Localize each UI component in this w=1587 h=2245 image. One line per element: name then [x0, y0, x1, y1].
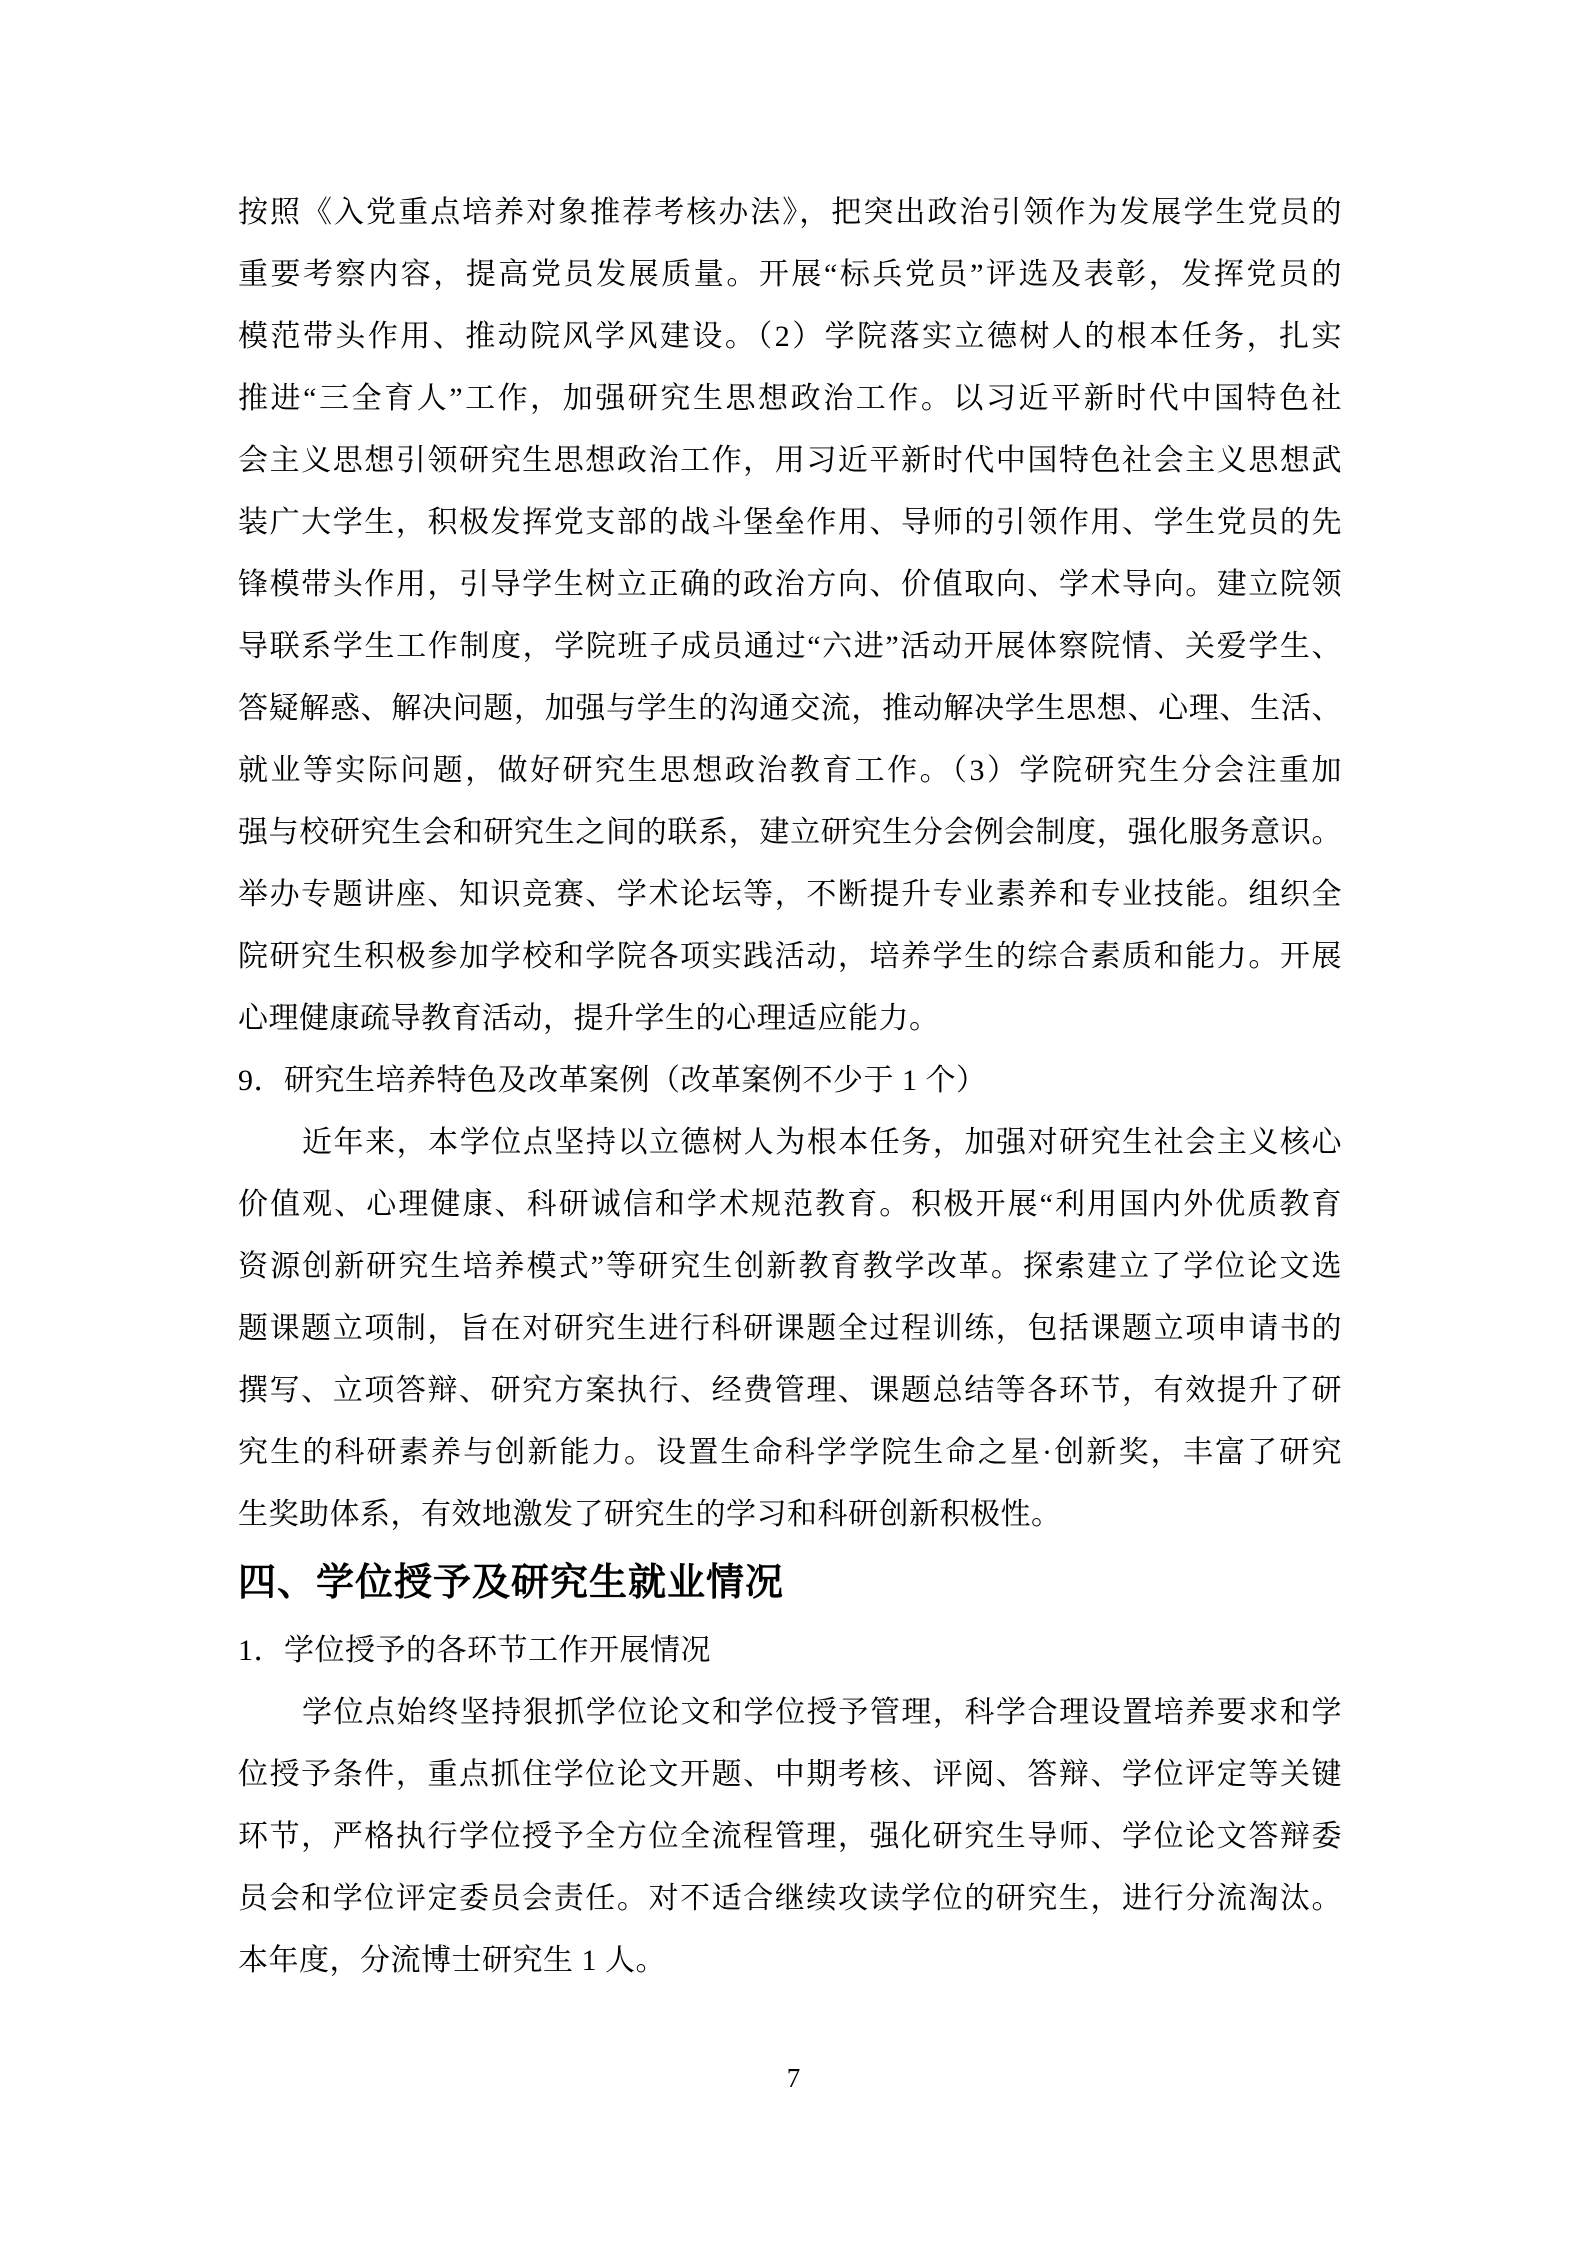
- text-line: 1．学位授予的各环节工作开展情况: [238, 1634, 711, 1667]
- text-line: 学位点始终坚持狠抓学位论文和学位授予管理，科学合理设置培养要求和学: [302, 1696, 1342, 1729]
- text-line: 究生的科研素养与创新能力。设置生命科学学院生命之星·创新奖，丰富了研究: [238, 1436, 1342, 1469]
- text-line: 装广大学生，积极发挥党支部的战斗堡垒作用、导师的引领作用、学生党员的先: [238, 506, 1342, 539]
- text-line: 锋模带头作用，引导学生树立正确的政治方向、价值取向、学术导向。建立院领: [238, 568, 1342, 601]
- text-line: 近年来，本学位点坚持以立德树人为根本任务，加强对研究生社会主义核心: [302, 1126, 1342, 1159]
- text-line: 价值观、心理健康、科研诚信和学术规范教育。积极开展“利用国内外优质教育: [238, 1188, 1342, 1221]
- text-line: 举办专题讲座、知识竞赛、学术论坛等，不断提升专业素养和专业技能。组织全: [238, 878, 1342, 911]
- text-line: 就业等实际问题，做好研究生思想政治教育工作。（3）学院研究生分会注重加: [238, 754, 1342, 787]
- text-line: 生奖助体系，有效地激发了研究生的学习和科研创新积极性。: [238, 1498, 1062, 1531]
- text-line: 模范带头作用、推动院风学风建设。（2）学院落实立德树人的根本任务，扎实: [238, 320, 1342, 353]
- text-line: 强与校研究生会和研究生之间的联系，建立研究生分会例会制度，强化服务意识。: [238, 816, 1342, 849]
- text-line: 题课题立项制，旨在对研究生进行科研课题全过程训练，包括课题立项申请书的: [238, 1312, 1342, 1345]
- section-heading: 四、学位授予及研究生就业情况: [238, 1562, 785, 1604]
- page-number: 7: [786, 2063, 801, 2093]
- text-line: 院研究生积极参加学校和学院各项实践活动，培养学生的综合素质和能力。开展: [238, 940, 1342, 973]
- text-line: 员会和学位评定委员会责任。对不适合继续攻读学位的研究生，进行分流淘汰。: [238, 1882, 1342, 1915]
- text-line: 位授予条件，重点抓住学位论文开题、中期考核、评阅、答辩、学位评定等关键: [238, 1758, 1342, 1791]
- text-line: 按照《入党重点培养对象推荐考核办法》，把突出政治引领作为发展学生党员的: [238, 196, 1342, 229]
- text-line: 本年度，分流博士研究生 1 人。: [238, 1944, 666, 1977]
- text-line: 撰写、立项答辩、研究方案执行、经费管理、课题总结等各环节，有效提升了研: [238, 1374, 1342, 1407]
- text-line: 重要考察内容，提高党员发展质量。开展“标兵党员”评选及表彰，发挥党员的: [238, 258, 1342, 291]
- text-line: 心理健康疏导教育活动，提升学生的心理适应能力。: [238, 1002, 940, 1035]
- document-body: [238, 182, 1342, 1992]
- text-line: 资源创新研究生培养模式”等研究生创新教育教学改革。探索建立了学位论文选: [238, 1250, 1342, 1283]
- text-line: 导联系学生工作制度，学院班子成员通过“六进”活动开展体察院情、关爱学生、: [238, 630, 1342, 663]
- text-line: 环节，严格执行学位授予全方位全流程管理，强化研究生导师、学位论文答辩委: [238, 1820, 1342, 1853]
- text-line: 9．研究生培养特色及改革案例（改革案例不少于 1 个）: [238, 1064, 987, 1097]
- text-line: 答疑解惑、解决问题，加强与学生的沟通交流，推动解决学生思想、心理、生活、: [238, 692, 1342, 725]
- text-line: 推进“三全育人”工作，加强研究生思想政治工作。以习近平新时代中国特色社: [238, 382, 1342, 415]
- text-line: 会主义思想引领研究生思想政治工作，用习近平新时代中国特色社会主义思想武: [238, 444, 1342, 477]
